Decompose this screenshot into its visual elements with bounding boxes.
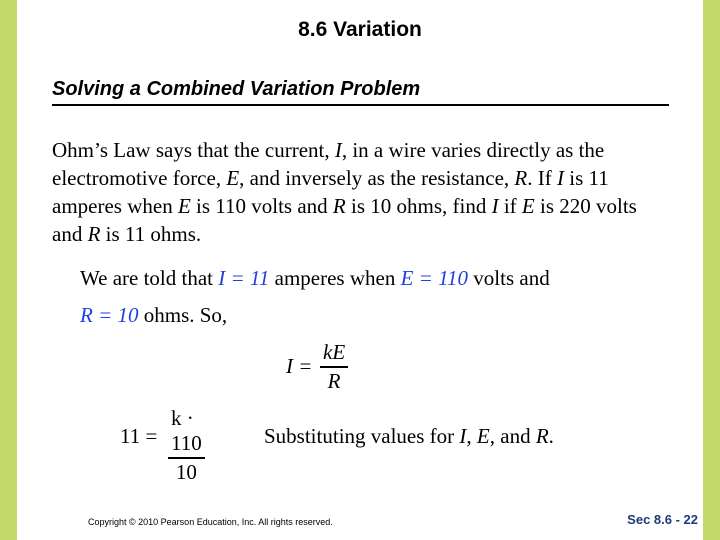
equation-i-11: I = 11 — [218, 266, 270, 290]
formula-numerator: kE — [323, 340, 346, 364]
substitution-denominator: 10 — [175, 459, 197, 484]
solution-line-1: We are told that I = 11 amperes when E = 110 volts and — [80, 266, 550, 290]
formula-denominator: R — [327, 368, 341, 393]
subtitle-underline — [52, 78, 669, 106]
slide-subtitle: Solving a Combined Variation Problem — [52, 78, 421, 100]
slide-title: 8.6 Variation — [298, 18, 422, 41]
formula-fraction — [320, 340, 348, 394]
left-accent-bar — [0, 0, 17, 540]
formula-lhs: I = — [286, 354, 313, 378]
substitution-fraction — [168, 406, 205, 485]
equation-r-10: R = 10 — [80, 303, 139, 327]
section-page-number: Sec 8.6 - 22 — [627, 512, 698, 527]
fraction-bar — [168, 457, 205, 459]
copyright-notice: Copyright © 2010 Pearson Education, Inc. All rights reserved. — [88, 517, 333, 527]
equation-e-110: E = 110 — [400, 266, 469, 290]
fraction-bar — [320, 366, 348, 368]
solution-line-2: R = 10 ohms. So, — [80, 303, 228, 327]
problem-statement: Ohm’s Law says that the current, I, in a wire varies directly as the electromotive force, E, and inversely as the resistance, R. If I is 11 amperes when E is 110 volts and R is 10 ohms, find I if E is 220 volts and R is 11 ohms. — [52, 138, 637, 246]
substitution-lhs: 11 = — [120, 424, 158, 448]
substitution-note: Substituting values for I, E, and R. — [264, 424, 554, 448]
right-accent-bar — [703, 0, 720, 540]
substitution-numerator: k · 110 — [171, 406, 202, 455]
